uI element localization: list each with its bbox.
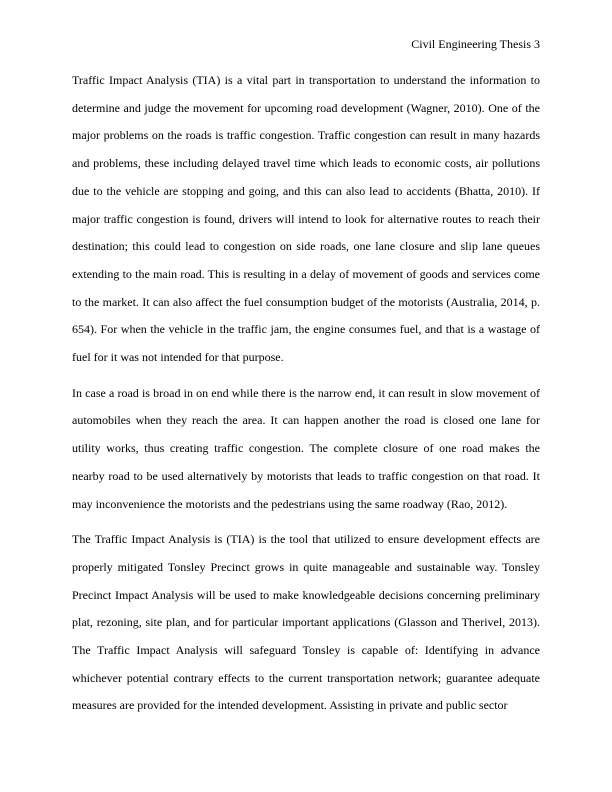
paragraph-1: Traffic Impact Analysis (TIA) is a vital part in transportation to understand the information to determine and judge the movement for upcoming road development (Wagner, 2010). One of the major problems on the roads is traffic congestion. Traffic congestion can result in many hazards and problems, these including delayed travel time which leads to economic costs, air pollutions due to the vehicle are stopping and going, and this can also lead to accidents (Bhatta, 2010). If major traffic congestion is found, drivers will intend to look for alternative routes to reach their destination; this could lead to congestion on side roads, one lane closure and slip lane queues extending to the main road. This is resulting in a delay of movement of goods and services come to the market. It can also affect the fuel consumption budget of the motorists (Australia, 2014, p. 654). For when the vehicle in the traffic jam, the engine consumes fuel, and that is a wastage of fuel for it was not intended for that purpose. xyxy=(72,73,540,365)
running-head: Civil Engineering Thesis 3 xyxy=(411,37,540,51)
paragraph-2: In case a road is broad in on end while there is the narrow end, it can result in slow movement of automobiles when they reach the area. It can happen another the road is closed one lane for utility works, thus creating traffic congestion. The complete closure of one road makes the nearby road to be used alternatively by motorists that leads to traffic congestion on that road. It may inconvenience the motorists and the pedestrians using the same roadway (Rao, 2012). xyxy=(72,385,540,511)
paragraph-3: The Traffic Impact Analysis is (TIA) is the tool that utilized to ensure development effects are properly mitigated Tonsley Precinct grows in quite manageable and sustainable way. Tonsley Precinct Impact Analysis will be used to make knowledgeable decisions concerning preliminary plat, rezoning, site plan, and for particular important applications (Glasson and Therivel, 2013). The Traffic Impact Analysis will safeguard Tonsley is capable of: Identifying in advance whichever potential contrary effects to the current transportation network; guarantee adequate measures are provided for the intended development. Assisting in private and public sector xyxy=(72,532,540,713)
body-text xyxy=(72,67,540,728)
